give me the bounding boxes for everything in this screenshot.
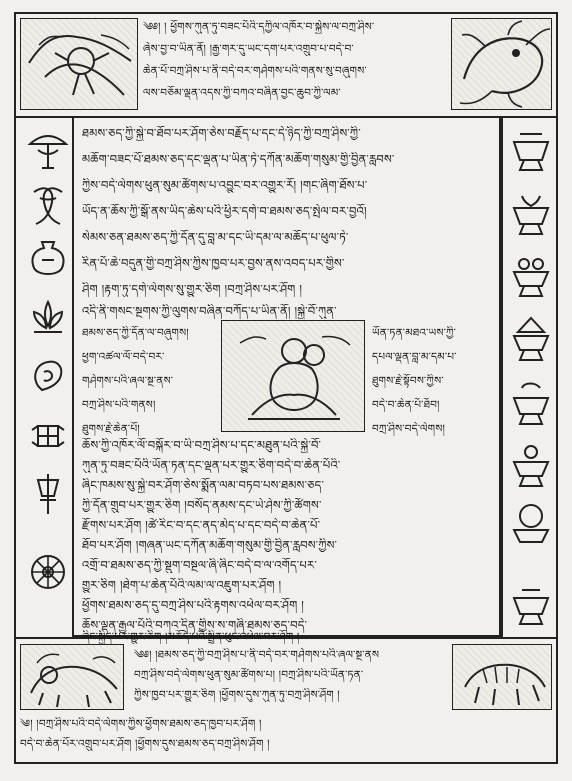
right-middle-line-2: དཔལ་ལྡན་བླ་མ་དམ་པ་ (372, 351, 457, 363)
fish-icon (24, 182, 72, 230)
garuda-icon (21, 19, 138, 110)
conch-icon (24, 352, 72, 400)
footer-line-2: བཀྲ་ཤིས་བདེ་ལེགས་ཕུན་སུམ་ཚོགས་པ། །བཀྲ་ཤིས་པའི་ཡོན་ཏན་ (134, 669, 364, 681)
offering-bowl-3-icon (506, 250, 556, 302)
header-line-3: ཆེན་པོ་བཀྲ་ཤིས་པ་ནི་བདེ་བར་གཤེགས་པའི་གནས་སུ་བཞུགས་ (143, 65, 367, 77)
lower-line-7: འགྲོ་བ་ཐམས་ཅད་ཀྱི་སྡུག་བསྔལ་ཞི་ཞིང་བདེ་བ་ལ་འགོད་པར་ (82, 558, 317, 572)
left-column-divider (72, 116, 74, 639)
endless-knot-icon (24, 412, 72, 460)
bottom-right-illustration (452, 644, 552, 710)
header-line-1: ༄༅། ། ཕྱོགས་ཀུན་ཏུ་བཟང་པོའི་དཀྱིལ་འཁོར་བ་སྐྱེས་ལ་བཀྲ་ཤིས་ (143, 21, 375, 33)
bottom-left-illustration (20, 644, 124, 710)
left-middle-line-4: བཀྲ་ཤིས་པའི་གནས། (82, 399, 156, 411)
left-middle-line-1: ཐམས་ཅད་ཀྱི་དོན་ལ་བཞུགས། (82, 327, 189, 339)
offering-bowl-1-icon (506, 124, 556, 176)
lower-line-4: ཀྱི་དོན་གྲུབ་པར་གྱུར་ཅིག །བསོད་ནམས་དང་ཡེ་ཤེས་ཀྱི་ཚོགས་ (82, 498, 322, 512)
main-line-6: རིན་པོ་ཆེ་བདུན་གྱི་བཀྲ་ཤིས་ཀྱིས་ཁྱབ་པར་བྱས་ནས་འབད་པར་གྱིས་ (82, 256, 345, 270)
lower-line-2: ཀུན་ཏུ་བཟང་པོའི་ཡོན་ཏན་དང་ལྡན་པར་གྱུར་ཅིག་བདེ་བ་ཆེན་པོའི་ (82, 458, 341, 472)
lower-line-5: རྫོགས་པར་ཤོག །ཚེ་རིང་བ་དང་ནད་མེད་པ་དང་བདེ་བ་ཆེན་པོ་ (82, 518, 321, 532)
footer-line-3: ཀྱིས་ཁྱབ་པར་གྱུར་ཅིག །ཕྱོགས་དུས་ཀུན་ཏུ་བཀྲ་ཤིས་ཤོག ། (134, 689, 340, 701)
main-line-1: ཐམས་ཅད་ཀྱི་སྐྱེ་བ་ཐོབ་པར་ཤོག་ཅེས་བརྗོད་པ་དང་དེ་ཉིད་ཀྱི་བཀྲ་ཤིས་ཀྱི་ (82, 126, 361, 140)
main-line-8: འདི་ནི་གསང་སྔགས་ཀྱི་ལུགས་བཞིན་བཀོད་པ་ཡིན་ནོ། །སྐྱེ་བོ་ཀུན་ (82, 304, 337, 318)
bottom-strip-line-1: ༄། །བཀྲ་ཤིས་པའི་བདེ་ལེགས་ཀྱིས་ཕྱོགས་ཐམས་ཅད་ཁྱབ་པར་ཤོག ། (20, 718, 262, 730)
bottom-strip-line-2: བདེ་བ་ཆེན་པོར་འགྲུབ་པར་ཤོག །ཕྱོགས་དུས་ཐམས་ཅད་བཀྲ་ཤིས་ཤོག ། (20, 738, 270, 750)
main-line-2: མཆོག་བཟང་པོ་ཐམས་ཅད་དང་ལྡན་པ་ཡིན་ཏེ་དཀོན་མཆོག་གསུམ་གྱི་བྱིན་རླབས་ (82, 152, 395, 166)
central-illustration (221, 320, 365, 432)
right-middle-line-1: ཡོན་ཏན་མཐའ་ཡས་ཀྱི་ (372, 327, 457, 339)
lower-line-3: ཞིང་ཁམས་སུ་སྐྱེ་བར་ཤོག་ཅེས་སྨོན་ལམ་བཏབ་པས་ཐམས་ཅད་ (82, 478, 325, 492)
lower-line-6: ཐོབ་པར་ཤོག །གཞན་ཡང་དཀོན་མཆོག་གསུམ་གྱི་བྱིན་རླབས་ཀྱིས་ (82, 538, 338, 552)
right-middle-line-4: བདེ་བ་ཆེན་པོ་ཐོབ། (372, 399, 440, 411)
right-middle-line-3: ཐུགས་རྗེ་སྟོབས་ཀྱིས་ (372, 375, 444, 387)
main-line-3: ཀྱིས་བདེ་ལེགས་ཕུན་སུམ་ཚོགས་པ་འབྱུང་བར་འགྱུར་རོ། །གང་ཞིག་ཐོས་པ་ (82, 178, 368, 192)
left-middle-line-2: ཕྱག་འཚལ་ལོ་བདེ་བར་ (82, 351, 165, 363)
right-middle-line-5: བཀྲ་ཤིས་བདེ་ལེགས། (372, 423, 446, 435)
main-line-7: ཤིག །རྟག་ཏུ་དགེ་ལེགས་སུ་གྱུར་ཅིག །བཀྲ་ཤིས་པར་ཤོག ། (82, 282, 303, 296)
lower-line-1: ཆོས་ཀྱི་འཁོར་ལོ་བསྐོར་བ་ཡི་བཀྲ་ཤིས་པ་དང་མཐུན་པའི་སྐྱེ་བོ་ (82, 438, 322, 452)
parasol-icon (24, 128, 72, 176)
main-line-5: སེམས་ཅན་ཐམས་ཅད་ཀྱི་དོན་དུ་བླ་མ་དང་ཡི་དམ་ལ་མཆོད་པ་ཕུལ་ཏེ་ (82, 230, 349, 244)
top-right-illustration (451, 18, 552, 110)
tiger-icon (453, 645, 552, 710)
treasure-vase-icon (24, 236, 72, 284)
lower-line-10: ཆོས་ལྡན་རྒྱལ་པོའི་བཀའ་དྲིན་གྱིས་ས་གཞི་ཐམས་ཅད་བདེ་ (82, 618, 308, 632)
main-line-4: ཡོད་ན་ཆོས་ཀྱི་སྒོ་ནས་ཡིད་ཆེས་པའི་ཕྱིར་དགེ་བ་ཐམས་ཅད་སྤེལ་བར་བྱའོ། (82, 204, 367, 218)
offering-bowl-4-icon (506, 314, 556, 366)
header-line-2: ཞེས་བྱ་བ་ཡིན་ནོ། །རྒྱ་གར་དུ་ཡང་དག་པར་འགྲུབ་པ་བདེ་བ་ (143, 43, 354, 55)
snow-lion-icon (21, 645, 124, 710)
left-middle-line-5: ཐུགས་རྗེ་ཆེན་པོ། (82, 423, 140, 435)
top-divider (14, 116, 558, 118)
footer-line-1: ༄༅། །ཐམས་ཅད་ཀྱི་བཀྲ་ཤིས་པ་ནི་བདེ་བར་གཤེགས་པའི་ཞལ་སྔ་ནས (134, 649, 380, 661)
dragon-icon (452, 19, 552, 110)
lower-line-11: ཞིང་སྐྱིད་པར་གྱུར་ཅིག །མཆོད་པའི་སྤྲིན་ཕུང་འཕེལ་བར་ཤོག ། (82, 631, 300, 643)
dharma-wheel-icon (24, 548, 72, 596)
lower-line-8: གྱུར་ཅིག །ཐེག་པ་ཆེན་པོའི་ལམ་ལ་འཇུག་པར་ཤོག ། (82, 578, 282, 592)
lower-line-9: ཕྱོགས་ཐམས་ཅད་དུ་བཀྲ་ཤིས་པའི་རྟགས་འཕེལ་བར་ཤོག ། (82, 598, 305, 612)
right-column-divider (501, 116, 503, 639)
left-middle-line-3: གཤེགས་པའི་ཞལ་སྔ་ནས་ (82, 375, 174, 387)
offering-bowl-2-icon (506, 188, 556, 240)
offering-bowl-7-icon (506, 500, 556, 552)
offering-bowl-8-icon (506, 580, 556, 632)
lotus-icon (24, 294, 72, 342)
offering-bowl-6-icon (506, 440, 556, 492)
top-left-illustration (20, 18, 138, 110)
deity-icon (222, 321, 365, 432)
header-line-4: ལས་བཅོམ་ལྡན་འདས་ཀྱི་བཀའ་བཞིན་བྱང་ཆུབ་ཀྱི་ལམ་ (143, 87, 341, 99)
victory-banner-icon (24, 470, 72, 518)
offering-bowl-5-icon (506, 378, 556, 430)
